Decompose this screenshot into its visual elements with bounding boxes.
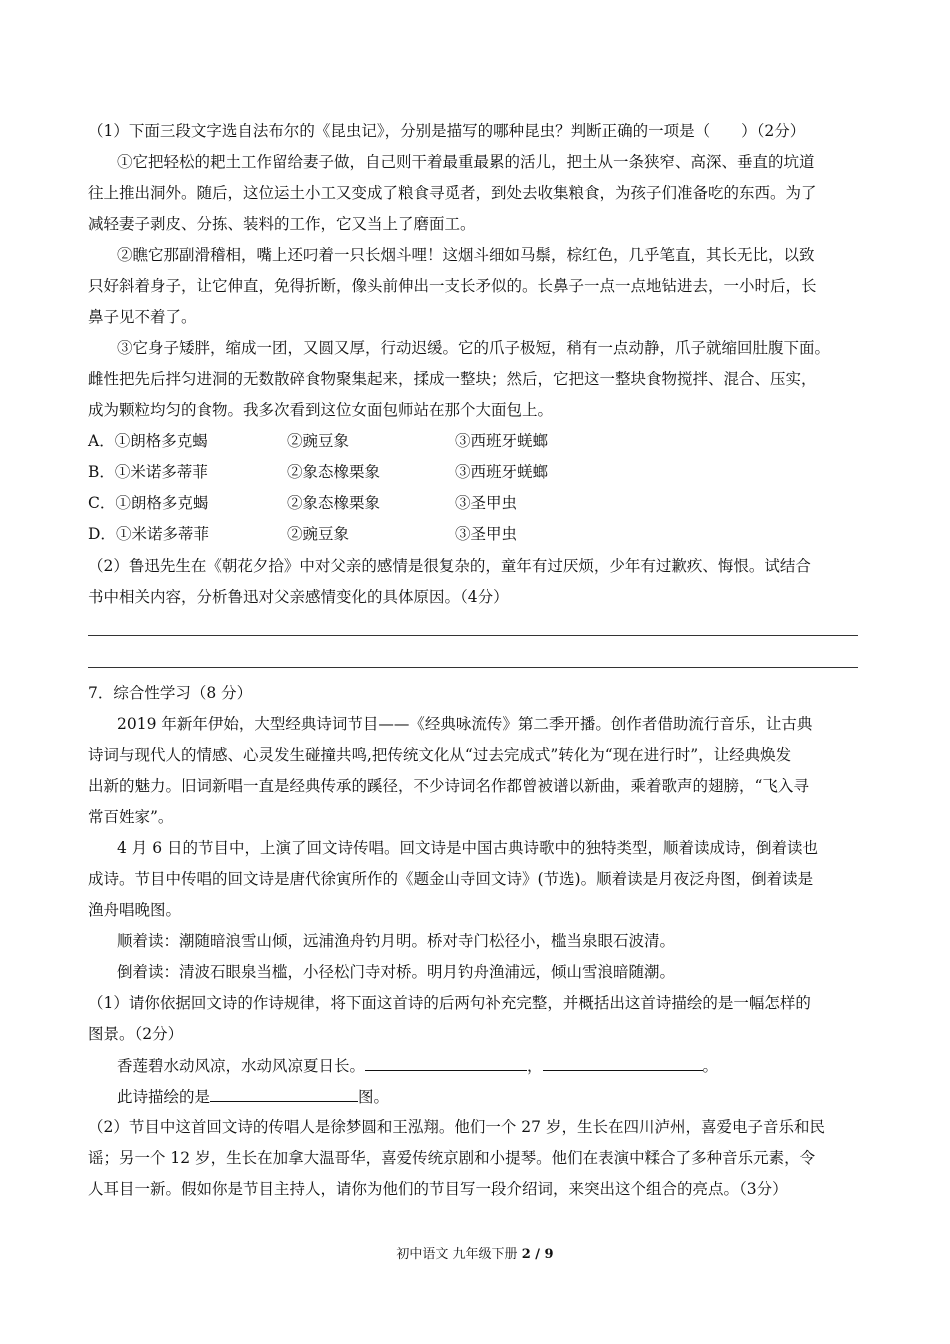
page-number: 2 / 9 — [521, 1247, 554, 1262]
answer-line-1[interactable] — [88, 635, 858, 636]
q7-intro2-line-1: 4 月 6 日的节目中，上演了回文诗传唱。回文诗是中国古典诗歌中的独特类型，顺着读成诗，倒着读也 — [117, 839, 819, 857]
q7-sub2-line-2: 谣；另一个 12 岁，生长在加拿大温哥华，喜爱传统京剧和小提琴。他们在表演中糅合了多种音乐元素，令 — [88, 1149, 816, 1167]
option-item-1: ①朗格多克蝎 — [114, 432, 208, 450]
q7-intro1-line-2: 诗词与现代人的情感、心灵发生碰撞共鸣,把传统文化从“过去完成式”转化为“现在进行时”，让经典焕发 — [88, 746, 792, 764]
q6-2-line-1: （2）鲁迅先生在《朝花夕拾》中对父亲的感情是很复杂的，童年有过厌烦，少年有过歉疚、悔恨。试结合 — [88, 557, 811, 575]
option-letter: A． — [88, 432, 115, 450]
q6-2-line-2: 书中相关内容，分析鲁迅对父亲感情变化的具体原因。（4分） — [88, 588, 509, 606]
describe-suffix: 图。 — [358, 1088, 390, 1106]
poem-comma: ， — [527, 1057, 543, 1075]
q7-intro2-line-2: 成诗。节目中传唱的回文诗是唐代徐寅所作的《题金山寺回文诗》(节选)。顺着读是月夜泛舟图，倒着读是 — [88, 870, 814, 888]
describe-blank[interactable] — [210, 1086, 358, 1102]
passage-3-line-1: ③它身子矮胖，缩成一团，又圆又厚，行动迟缓。它的爪子极短，稍有一点动静，爪子就缩回肚腹下面。 — [117, 339, 831, 357]
footer-label: 初中语文 九年级下册 — [396, 1247, 518, 1262]
q7-sub2-line-1: （2）节目中这首回文诗的传唱人是徐梦圆和王泓翔。他们一个 27 岁，生长在四川泸州，喜爱电子音乐和民 — [88, 1118, 825, 1136]
poem-end: 。 — [702, 1057, 719, 1075]
option-item-1: ①米诺多蒂菲 — [115, 525, 209, 543]
option-b-item-3: ③西班牙蜣螂 — [455, 463, 549, 481]
passage-2-line-1: ②瞧它那副滑稽相，嘴上还叼着一只长烟斗哩！这烟斗细如马鬃，棕红色，几乎笔直，其长无比，以致 — [117, 246, 815, 264]
poem-forward: 顺着读：潮随暗浪雪山倾，远浦渔舟钓月明。桥对寺门松径小，槛当泉眼石波清。 — [117, 932, 676, 950]
describe-prefix: 此诗描绘的是 — [117, 1088, 211, 1106]
option-d-item-3: ③圣甲虫 — [455, 525, 518, 543]
passage-2-line-3: 鼻子见不着了。 — [88, 308, 197, 326]
poem-fill-line — [117, 1055, 718, 1076]
q6-1-stem: （1）下面三段文字选自法布尔的《昆虫记》，分别是描写的哪种昆虫？判断正确的一项是（ ）（2分） — [88, 122, 806, 140]
poem-blank-2[interactable] — [543, 1055, 703, 1071]
option-item-1: ①朗格多克蝎 — [115, 494, 209, 512]
option-b-item-2: ②象态橡栗象 — [287, 463, 381, 481]
passage-1-line-3: 减轻妻子剥皮、分拣、装料的工作，它又当上了磨面工。 — [88, 215, 476, 233]
option-b[interactable] — [88, 462, 208, 482]
q7-intro1-line-1: 2019 年新年伊始，大型经典诗词节目——《经典咏流传》第二季开播。创作者借助流行音乐，让古典 — [117, 715, 813, 733]
poem-given: 香莲碧水动风凉，水动风凉夏日长。 — [117, 1057, 366, 1075]
option-letter: B． — [88, 463, 115, 481]
q7-sub1-line-1: （1）请你依据回文诗的作诗规律，将下面这首诗的后两句补充完整，并概括出这首诗描绘的是一幅怎样的 — [88, 994, 811, 1012]
q7-intro1-line-4: 常百姓家”。 — [88, 808, 174, 826]
option-a-item-2: ②豌豆象 — [287, 432, 350, 450]
option-item-1: ①米诺多蒂菲 — [114, 463, 208, 481]
q7-sub1-line-2: 图景。（2分） — [88, 1025, 184, 1043]
option-c-item-3: ③圣甲虫 — [455, 494, 518, 512]
option-a[interactable] — [88, 431, 208, 451]
option-a-item-3: ③西班牙蜣螂 — [455, 432, 549, 450]
page-footer — [0, 1246, 950, 1264]
option-d[interactable] — [88, 524, 209, 544]
option-letter: C． — [88, 494, 116, 512]
q7-sub2-line-3: 人耳目一新。假如你是节目主持人，请你为他们的节目写一段介绍词，来突出这个组合的亮点。（3分） — [88, 1180, 788, 1198]
q7-intro1-line-3: 出新的魅力。旧词新唱一直是经典传承的蹊径，不少诗词名作都曾被谱以新曲，乘着歌声的翅膀，“飞入寻 — [88, 777, 809, 795]
poem-blank-1[interactable] — [365, 1055, 527, 1071]
passage-3-line-3: 成为颗粒均匀的食物。我多次看到这位女面包师站在那个大面包上。 — [88, 401, 554, 419]
option-d-item-2: ②豌豆象 — [287, 525, 350, 543]
q7-title: 7．综合性学习（8 分） — [88, 684, 253, 702]
passage-2-line-2: 只好斜着身子，让它伸直，免得折断，像头前伸出一支长矛似的。长鼻子一点一点地钻进去，一小时后，长 — [88, 277, 817, 295]
option-letter: D． — [88, 525, 116, 543]
describe-line — [117, 1086, 389, 1107]
passage-1-line-1: ①它把轻松的耙土工作留给妻子做，自己则干着最重最累的活儿，把土从一条狭窄、高深、垂直的坑道 — [117, 153, 815, 171]
option-c-item-2: ②象态橡栗象 — [287, 494, 381, 512]
q7-intro2-line-3: 渔舟唱晚图。 — [88, 901, 182, 919]
option-c[interactable] — [88, 493, 208, 513]
passage-3-line-2: 雌性把先后拌匀进洞的无数散碎食物聚集起来，揉成一整块；然后，它把这一整块食物搅拌、混合、压实， — [88, 370, 817, 388]
answer-line-2[interactable] — [88, 667, 858, 668]
poem-backward: 倒着读：清波石眼泉当槛，小径松门寺对桥。明月钓舟渔浦远，倾山雪浪暗随潮。 — [117, 963, 676, 981]
passage-1-line-2: 往上推出洞外。随后，这位运土小工又变成了粮食寻觅者，到处去收集粮食，为孩子们准备吃的东西。为了 — [88, 184, 817, 202]
